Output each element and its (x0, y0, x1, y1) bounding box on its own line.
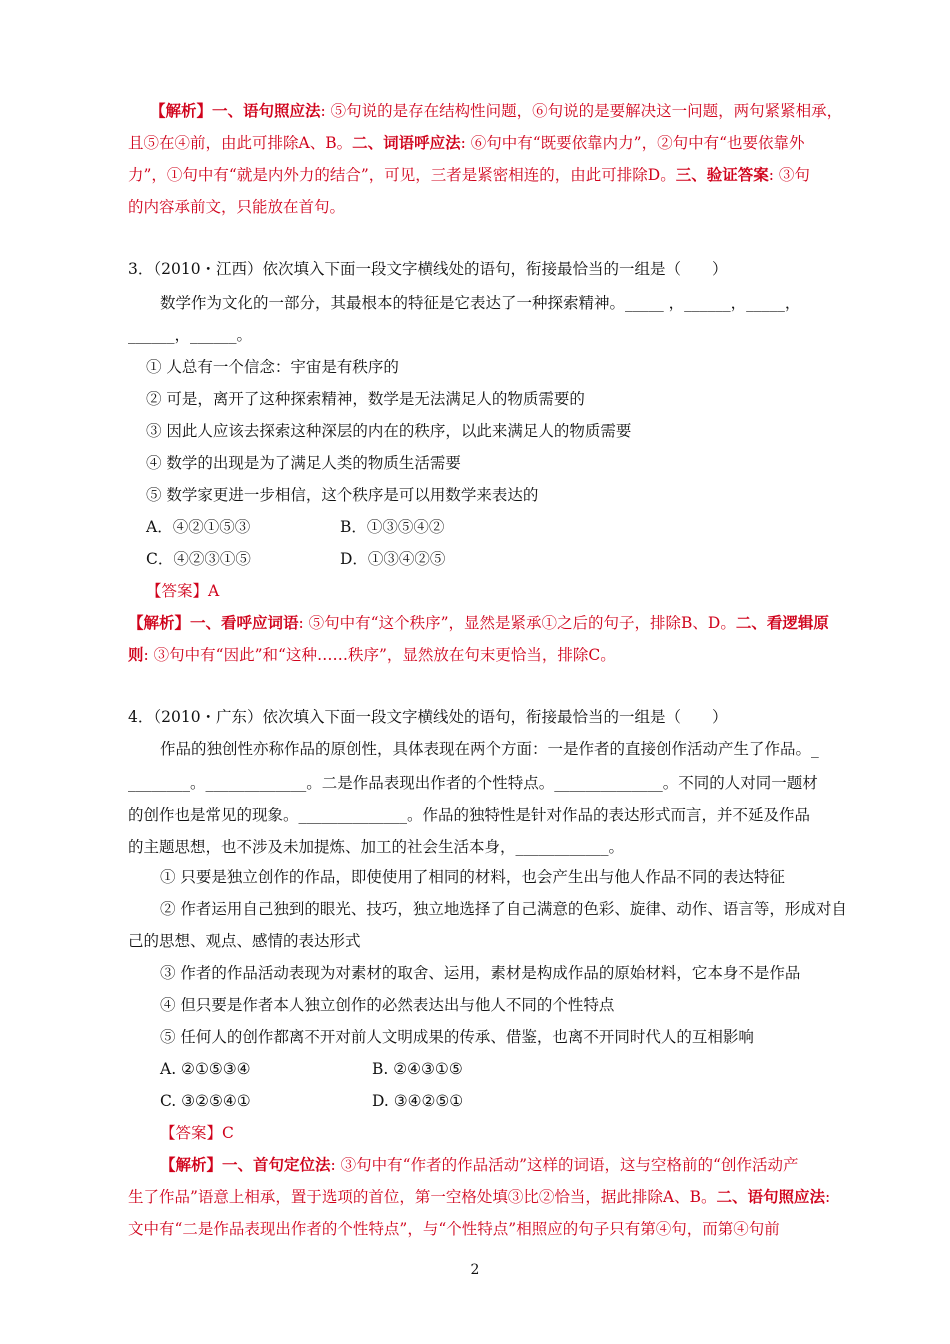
question-4-passage: 的主题思想，也不涉及未加提炼、加工的社会生活本身，____________。 (128, 838, 625, 856)
analysis-text: : ③句中有“因此”和“这种……秩序”，显然放在句末更恰当，排除C。 (143, 646, 616, 664)
analysis-text: : ⑥句中有“既要依靠内力”，②句中有“也要依靠外 (460, 134, 805, 152)
question-4-analysis (128, 1186, 830, 1208)
page-number: 2 (470, 1262, 480, 1278)
analysis-heading: 则 (128, 645, 144, 664)
question-4-title: 4．（2010・广东）依次填入下面一段文字横线处的语句，衔接最恰当的一组是（ ） (128, 708, 728, 726)
question-4-passage: 作品的独创性亦称作品的原创性，具体表现在两个方面：一是作者的直接创作活动产生了作品。_ (160, 740, 819, 758)
question-4-answer: 【答案】C (160, 1124, 234, 1142)
analysis-text: 生了作品”语意上相承，置于选项的首位，第一空格处填③比②恰当，据此排除A、B。 (128, 1188, 717, 1206)
question-3-item: ① 人总有一个信念：宇宙是有秩序的 (146, 358, 399, 376)
analysis-heading: 二、词语呼应法 (352, 133, 461, 152)
analysis-text: : ③句中有“作者的作品活动”这样的词语，这与空格前的“创作活动产 (330, 1156, 799, 1174)
question-4-option-b: B. ②④③①⑤ (372, 1060, 463, 1078)
analysis-heading: 【解析】 (160, 1155, 223, 1174)
analysis-line (128, 196, 345, 218)
question-4-passage: ________。_____________。二是作品表现出作者的个性特点。______________。不同的人对同一题材 (128, 774, 818, 792)
analysis-line (128, 132, 805, 154)
analysis-line (150, 100, 842, 122)
question-3-passage: 数学作为文化的一部分，其最根本的特征是它表达了一种探索精神。_____ ，______，_____， (160, 294, 801, 312)
analysis-heading: 一、首句定位法 (222, 1155, 331, 1174)
analysis-text: 且⑤在④前，由此可排除A、B。 (128, 134, 353, 152)
question-3-item: ⑤ 数学家更进一步相信，这个秩序是可以用数学来表达的 (146, 486, 539, 504)
question-3-item: ④ 数学的出现是为了满足人类的物质生活需要 (146, 454, 461, 472)
analysis-heading: 【解析】 (128, 613, 191, 632)
analysis-heading: 二、语句照应法 (716, 1187, 826, 1206)
question-3-analysis (128, 644, 616, 666)
question-4-analysis (160, 1154, 798, 1176)
analysis-line (128, 164, 810, 186)
analysis-heading: 一、语句照应法 (212, 101, 321, 120)
question-4-item: ⑤ 任何人的创作都离不开对前人文明成果的传承、借鉴，也离不开同时代人的互相影响 (160, 1028, 754, 1046)
question-4-item: 己的思想、观点、感情的表达形式 (128, 932, 361, 950)
question-4-option-c: C. ③②⑤④① (160, 1092, 251, 1110)
analysis-text: : ③句 (768, 166, 810, 184)
question-4-item: ② 作者运用自己独到的眼光、技巧，独立地选择了自己满意的色彩、旋律、动作、语言等，形成对自 (160, 900, 847, 918)
question-3-item: ② 可是，离开了这种探索精神，数学是无法满足人的物质需要的 (146, 390, 585, 408)
analysis-heading: 二、看逻辑原 (735, 613, 829, 632)
question-3-passage: ______，______。 (128, 326, 253, 344)
question-3-option-a: A．④②①⑤③ (146, 518, 251, 536)
question-4-item: ③ 作者的作品活动表现为对素材的取舍、运用，素材是构成作品的原始材料，它本身不是作品 (160, 964, 801, 982)
question-4-item: ① 只要是独立创作的作品，即使使用了相同的材料，也会产生出与他人作品不同的表达特征 (160, 868, 785, 886)
question-4-passage: 的创作也是常见的现象。______________。作品的独特性是针对作品的表达形式而言，并不延及作品 (128, 806, 811, 824)
question-3-option-d: D．①③④②⑤ (340, 550, 446, 568)
analysis-heading: 一、看呼应词语 (190, 613, 299, 632)
question-4-analysis (128, 1218, 780, 1240)
analysis-text: 力”，①句中有“就是内外力的结合”，可见，三者是紧密相连的，由此可排除D。 (128, 166, 676, 184)
analysis-text: : ⑤句说的是存在结构性问题，⑥句说的是要解决这一问题，两句紧紧相承， (320, 102, 843, 120)
question-3-option-b: B．①③⑤④② (340, 518, 445, 536)
question-4-option-d: D. ③④②⑤① (372, 1092, 464, 1110)
analysis-heading: 三、验证答案 (675, 165, 769, 184)
question-4-item: ④ 但只要是作者本人独立创作的必然表达出与他人不同的个性特点 (160, 996, 615, 1014)
question-3-item: ③ 因此人应该去探索这种深层的内在的秩序，以此来满足人的物质需要 (146, 422, 632, 440)
analysis-text: : (825, 1188, 831, 1206)
analysis-heading: 【解析】 (150, 101, 213, 120)
question-3-option-c: C．④②③①⑤ (146, 550, 251, 568)
analysis-text: 文中有“二是作品表现出作者的个性特点”，与“个性特点”相照应的句子只有第④句，而第④句前 (128, 1220, 780, 1238)
analysis-text: 的内容承前文，只能放在首句。 (128, 198, 346, 216)
question-3-title: 3．（2010・江西）依次填入下面一段文字横线处的语句，衔接最恰当的一组是（ ） (128, 260, 728, 278)
question-3-analysis (128, 612, 829, 634)
question-3-answer: 【答案】A (146, 582, 220, 600)
question-4-option-a: A. ②①⑤③④ (160, 1060, 251, 1078)
analysis-text: : ⑤句中有“这个秩序”，显然是紧承①之后的句子，排除B、D。 (298, 614, 736, 632)
